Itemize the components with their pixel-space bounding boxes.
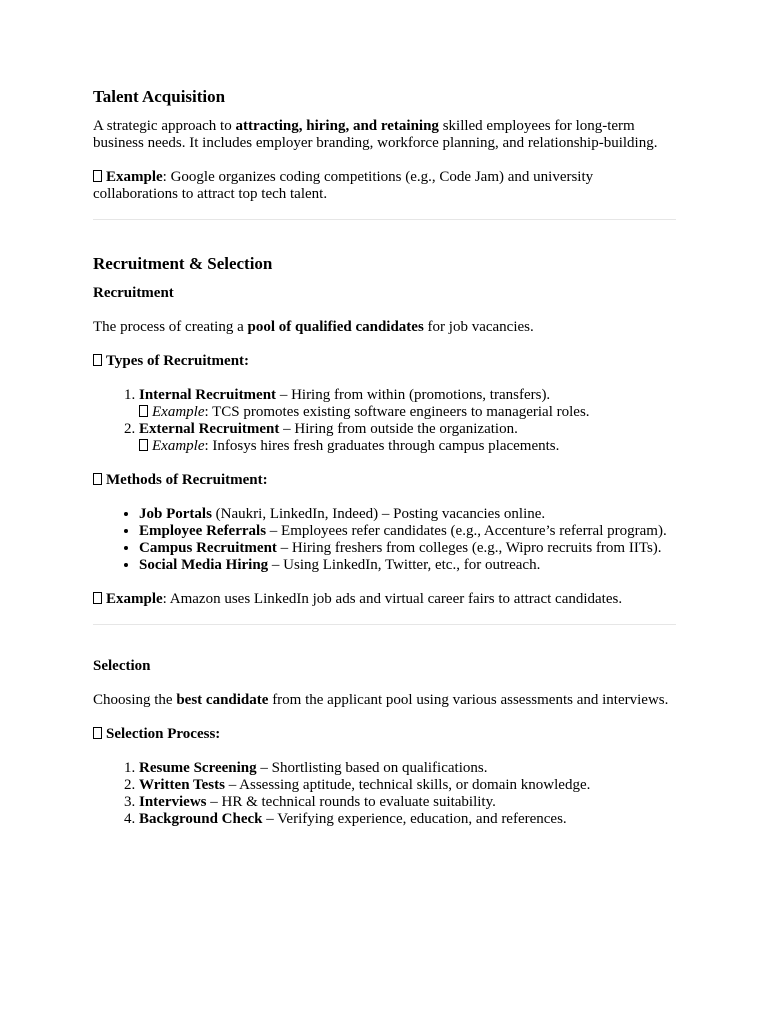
recruitment-example: [93, 591, 676, 608]
list-item: [139, 421, 676, 455]
selection-intro: [93, 692, 676, 709]
example-label: Example: [106, 169, 163, 185]
item-title: Internal Recruitment: [139, 387, 277, 403]
example-text: : Amazon uses LinkedIn job ads and virtual career fairs to attract candidates.: [162, 591, 623, 607]
recruitment-heading: Recruitment: [93, 285, 174, 301]
item-title: Interviews: [139, 794, 207, 810]
item-title: Campus Recruitment: [139, 540, 277, 556]
talent-acquisition-intro: [93, 118, 676, 152]
selection-steps-list: [93, 760, 676, 828]
item-desc: – Assessing aptitude, technical skills, or domain knowledge.: [224, 777, 591, 793]
example-label: Example: [152, 438, 205, 454]
intro-text: skilled employees for long-term business needs. It includes employer branding, workforce planning, and relationship-building.: [93, 118, 658, 151]
list-item: [139, 540, 676, 557]
item-title: Background Check: [139, 811, 263, 827]
types-list: [93, 387, 676, 455]
types-heading-text: Types of Recruitment:: [106, 353, 250, 369]
item-title: Job Portals: [139, 506, 212, 522]
item-desc: – Using LinkedIn, Twitter, etc., for outreach.: [268, 557, 541, 573]
example-text: : TCS promotes existing software engineers to managerial roles.: [204, 404, 590, 420]
recruitment-selection-heading: Recruitment & Selection: [93, 254, 273, 273]
item-title: Employee Referrals: [139, 523, 267, 539]
selection-heading: Selection: [93, 658, 151, 674]
intro-bold: attracting, hiring, and retaining: [235, 118, 439, 134]
document-content: [93, 86, 676, 828]
list-item: [139, 777, 676, 794]
missing-glyph-icon: [93, 170, 102, 182]
example-label: Example: [106, 591, 163, 607]
item-example: [139, 404, 676, 421]
item-desc: – Hiring from within (promotions, transfers).: [276, 387, 551, 403]
missing-glyph-icon: [93, 592, 102, 604]
list-item: [139, 387, 676, 421]
missing-glyph-icon: [139, 405, 148, 417]
intro-bold: pool of qualified candidates: [247, 319, 424, 335]
intro-text: The process of creating a: [93, 319, 248, 335]
item-title: Resume Screening: [139, 760, 257, 776]
list-item: [139, 506, 676, 523]
selection-process-heading: [93, 726, 676, 743]
process-heading-text: Selection Process:: [106, 726, 221, 742]
intro-text: from the applicant pool using various assessments and interviews.: [268, 692, 669, 708]
intro-text: for job vacancies.: [423, 319, 534, 335]
list-item: [139, 760, 676, 777]
missing-glyph-icon: [139, 439, 148, 451]
intro-text: Choosing the: [93, 692, 177, 708]
list-item: [139, 794, 676, 811]
intro-text: A strategic approach to: [93, 118, 236, 134]
types-heading: [93, 353, 676, 370]
intro-bold: best candidate: [176, 692, 269, 708]
item-title: External Recruitment: [139, 421, 280, 437]
example-text: : Google organizes coding competitions (e.g., Code Jam) and university collaborations to attract top tech talent.: [93, 169, 594, 202]
methods-heading-text: Methods of Recruitment:: [106, 472, 268, 488]
methods-list: [93, 506, 676, 574]
item-desc: – Hiring freshers from colleges (e.g., Wipro recruits from IITs).: [276, 540, 662, 556]
talent-acquisition-example: [93, 169, 676, 203]
item-desc: – Hiring from outside the organization.: [279, 421, 518, 437]
item-example: [139, 438, 676, 455]
missing-glyph-icon: [93, 473, 102, 485]
item-title: Social Media Hiring: [139, 557, 269, 573]
example-text: : Infosys hires fresh graduates through campus placements.: [204, 438, 560, 454]
list-item: [139, 557, 676, 574]
item-desc: (Naukri, LinkedIn, Indeed) – Posting vacancies online.: [211, 506, 546, 522]
item-desc: – Verifying experience, education, and references.: [262, 811, 567, 827]
missing-glyph-icon: [93, 727, 102, 739]
item-title: Written Tests: [139, 777, 225, 793]
item-desc: – Shortlisting based on qualifications.: [256, 760, 488, 776]
item-desc: – HR & technical rounds to evaluate suitability.: [206, 794, 496, 810]
list-item: [139, 811, 676, 828]
list-item: [139, 523, 676, 540]
missing-glyph-icon: [93, 354, 102, 366]
methods-heading: [93, 472, 676, 489]
talent-acquisition-heading: Talent Acquisition: [93, 87, 226, 106]
item-desc: – Employees refer candidates (e.g., Accenture’s referral program).: [266, 523, 667, 539]
recruitment-intro: [93, 319, 676, 336]
example-label: Example: [152, 404, 205, 420]
